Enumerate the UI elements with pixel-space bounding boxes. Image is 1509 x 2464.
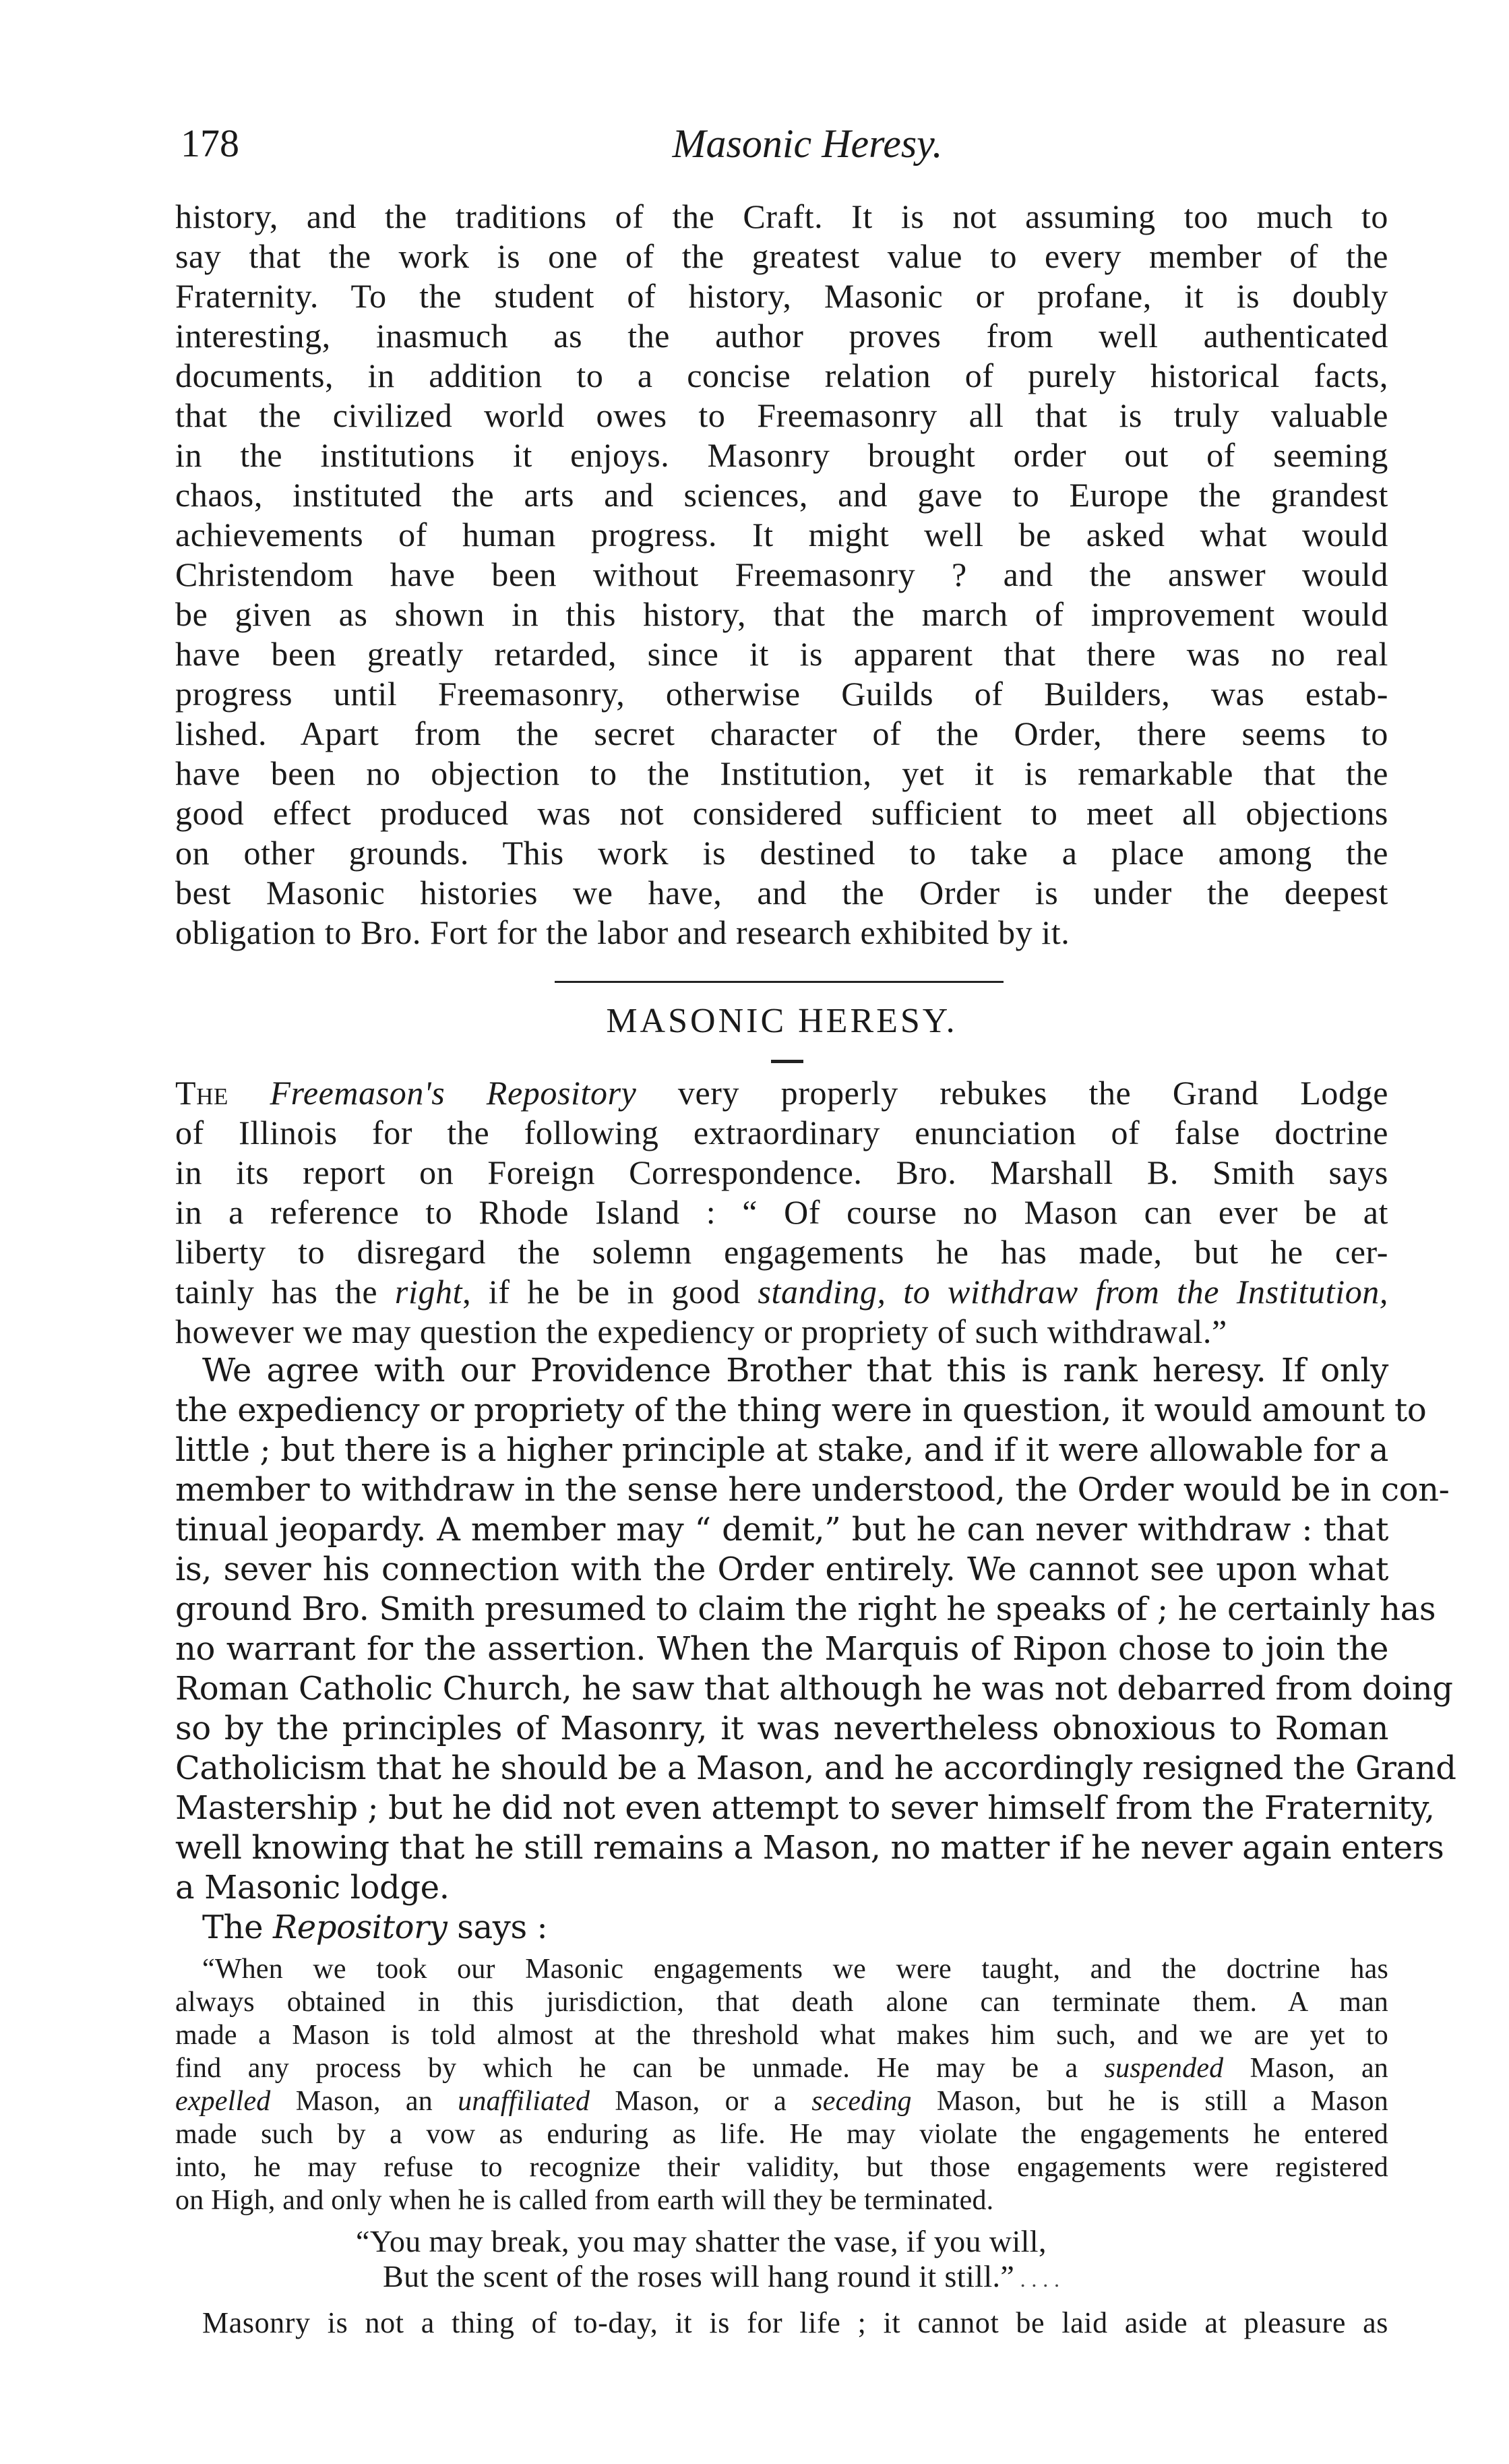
text-line: documents, in addition to a concise relation of purely historical facts, (175, 357, 1388, 394)
text-line: made a Mason is told almost at the threshold what makes him such, and we are yet to (175, 2020, 1388, 2051)
text-line: tinual jeopardy. A member may “ demit,” but he can never withdraw : that (175, 1511, 1388, 1549)
drop-word: The (175, 1074, 228, 1112)
text-span: . . . . (1014, 2267, 1060, 2291)
journal-title: Repository (273, 1909, 448, 1946)
text-line: in the institutions it enjoys. Masonry brought order out of seeming (175, 436, 1388, 474)
text-span: find any process by which he can be unmade. He may be a (175, 2053, 1105, 2084)
journal-title: Freemason's Repository (270, 1074, 637, 1112)
text-line: on other grounds. This work is destined to take a place among the (175, 834, 1388, 872)
section-divider (555, 981, 1004, 983)
text-line: so by the principles of Masonry, it was nevertheless obnoxious to Roman (175, 1710, 1388, 1747)
text-span: Mason, or a (590, 2086, 812, 2117)
text-line: We agree with our Providence Brother that this is rank heresy. If only (202, 1352, 1388, 1389)
text-line (202, 1909, 1388, 1946)
text-line: little ; but there is a higher principle at stake, and if it were allowable for a (175, 1431, 1388, 1469)
text-line: is, sever his connection with the Order entirely. We cannot see upon what (175, 1551, 1388, 1588)
text-line: “When we took our Masonic engagements we were taught, and the doctrine has (202, 1954, 1388, 1985)
text-line: good effect produced was not considered sufficient to meet all objections (175, 794, 1388, 832)
text-line: Catholicism that he should be a Mason, and he accordingly resigned the Grand (175, 1749, 1456, 1787)
text-line: member to withdraw in the sense here understood, the Order would be in con- (175, 1471, 1450, 1509)
text-line: be given as shown in this history, that the march of improvement would (175, 595, 1388, 633)
text-span: Mason, but he is still a Mason (911, 2086, 1388, 2117)
text-line: interesting, inasmuch as the author proves from well authenticated (175, 317, 1388, 355)
article-heading: MASONIC HERESY. (606, 1002, 958, 1040)
text-span: , if he be in good (462, 1273, 758, 1311)
text-span: very properly rebukes the Grand Lodge (636, 1074, 1388, 1112)
text-line: Roman Catholic Church, he saw that although he was not debarred from doing (175, 1670, 1453, 1708)
text-line: always obtained in this jurisdiction, that death alone can terminate them. A man (175, 1987, 1388, 2018)
text-span: But the scent of the roses will hang round it still.” (383, 2259, 1015, 2293)
emphasis: suspended (1104, 2053, 1224, 2084)
text-line: the expediency or propriety of the thing were in question, it would amount to (175, 1391, 1427, 1429)
text-line: liberty to disregard the solemn engagements he has made, but he cer- (175, 1233, 1388, 1271)
text-line: Fraternity. To the student of history, Masonic or profane, it is doubly (175, 277, 1388, 315)
text-line: well knowing that he still remains a Mason, no matter if he never again enters (175, 1829, 1444, 1867)
text-line (175, 2052, 1388, 2084)
text-line: progress until Freemasonry, otherwise Guilds of Builders, was estab- (175, 675, 1388, 713)
text-span: says : (447, 1909, 548, 1946)
text-line: have been greatly retarded, since it is apparent that there was no real (175, 635, 1388, 673)
text-line: history, and the traditions of the Craft. It is not assuming too much to (175, 198, 1388, 235)
text-line: on High, and only when he is called from earth will they be terminated. (175, 2185, 994, 2216)
text-line (175, 1272, 1388, 1311)
text-line: best Masonic histories we have, and the Order is under the deepest (175, 874, 1388, 911)
text-line: have been no objection to the Institution, yet it is remarkable that the (175, 754, 1388, 792)
running-title: Masonic Heresy. (672, 121, 943, 166)
emphasis: standing, to withdraw from the Institution, (758, 1273, 1389, 1311)
text-line: Mastership ; but he did not even attempt to sever himself from the Fraternity, (175, 1789, 1435, 1827)
text-line: Christendom have been without Freemasonry ? and the answer would (175, 555, 1388, 593)
text-span: Mason, an (1223, 2053, 1388, 2084)
text-span: The (202, 1909, 273, 1946)
text-line: however we may question the expediency or propriety of such withdrawal.” (175, 1313, 1227, 1350)
page-number: 178 (181, 121, 239, 165)
text-line (175, 2085, 1388, 2117)
verse-line: “You may break, you may shatter the vase, if you will, (356, 2224, 1047, 2258)
text-line: lished. Apart from the secret character of the Order, there seems to (175, 715, 1388, 752)
heading-dash (771, 1060, 803, 1063)
text-line: no warrant for the assertion. When the Marquis of Ripon chose to join the (175, 1630, 1388, 1668)
text-line: that the civilized world owes to Freemasonry all that is truly valuable (175, 396, 1388, 434)
text-line: into, he may refuse to recognize their validity, but those engagements were registered (175, 2152, 1388, 2183)
emphasis: right (394, 1273, 463, 1311)
verse-line (383, 2258, 1059, 2294)
text-line (175, 1073, 1388, 1112)
emphasis: expelled (175, 2086, 271, 2117)
page-header (181, 120, 1394, 174)
text-line: in a reference to Rhode Island : “ Of course no Mason can ever be at (175, 1193, 1388, 1231)
text-span: tainly has the (175, 1273, 395, 1311)
text-line: a Masonic lodge. (175, 1869, 450, 1906)
text-span: Mason, an (270, 2086, 458, 2117)
text-line: achievements of human progress. It might well be asked what would (175, 516, 1388, 553)
emphasis: seceding (811, 2086, 912, 2117)
text-line: say that the work is one of the greatest value to every member of the (175, 237, 1388, 275)
text-line: obligation to Bro. Fort for the labor and research exhibited by it. (175, 913, 1070, 951)
text-line: of Illinois for the following extraordinary enunciation of false doctrine (175, 1114, 1388, 1151)
text-line: ground Bro. Smith presumed to claim the right he speaks of ; he certainly has (175, 1590, 1436, 1628)
emphasis: unaffiliated (458, 2086, 590, 2117)
closing-line: Masonry is not a thing of to-day, it is for life ; it cannot be laid aside at pleasure as (202, 2306, 1388, 2339)
text-line: in its report on Foreign Correspondence. Bro. Marshall B. Smith says (175, 1153, 1388, 1191)
text-line: made such by a vow as enduring as life. He may violate the engagements he entered (175, 2119, 1388, 2150)
text-line: chaos, instituted the arts and sciences, and gave to Europe the grandest (175, 476, 1388, 514)
